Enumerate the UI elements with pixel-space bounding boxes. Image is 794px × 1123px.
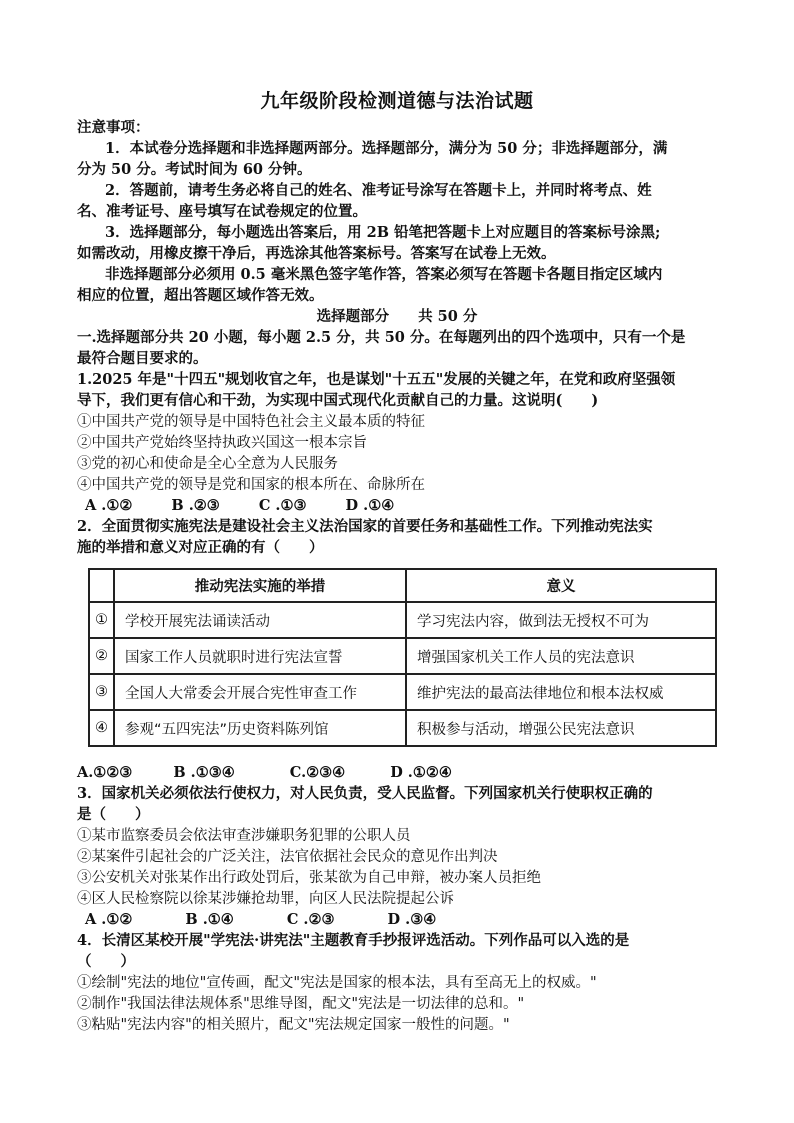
q2-options [77,763,486,783]
q3-stem: 是（ ） [77,806,150,823]
q3-option-c[interactable]: C .②③ [286,911,335,928]
q1-option-b[interactable]: B .②③ [171,497,220,514]
table-cell-measure: 学校开展宪法诵读活动 [114,602,406,638]
table-cell-num: ② [89,638,114,674]
q3-item: ②某案件引起社会的广泛关注，法官依据社会民众的意见作出判决 [77,849,498,865]
q1-option-a[interactable]: A .①② [85,497,133,514]
q3-item: ①某市监察委员会依法审查涉嫌职务犯罪的公职人员 [77,828,411,844]
table-cell-measure: 国家工作人员就职时进行宪法宣誓 [114,638,406,674]
table-header-cell [89,569,114,602]
q3-stem: 3．国家机关必须依法行使权力，对人民负责，受人民监督。下列国家机关行使职权正确的 [77,785,653,802]
table-header-cell: 推动宪法实施的举措 [114,569,406,602]
notice-line: 3．选择题部分，每小题选出答案后，用 2B 铅笔把答题卡上对应题目的答案标号涂黑; [105,224,661,241]
table-cell-meaning: 增强国家机关工作人员的宪法意识 [406,638,716,674]
notice-line: 名、准考证号、座号填写在试卷规定的位置。 [77,203,367,220]
table-cell-num: ① [89,602,114,638]
notice-line: 2．答题前，请考生务必将自己的姓名、准考证号涂写在答题卡上，并同时将考点、姓 [105,182,652,199]
q1-options [85,496,428,516]
q2-stem: 2．全面贯彻实施宪法是建设社会主义法治国家的首要任务和基础性工作。下列推动宪法实 [77,518,653,535]
notice-line: 1．本试卷分选择题和非选择题两部分。选择题部分，满分为 50 分；非选择题部分，满 [105,140,668,157]
notice-line: 非选择题部分必须用 0.5 毫米黑色签字笔作答，答案必须写在答题卡各题目指定区域内 [105,266,663,283]
q4-item: ③粘贴"宪法内容"的相关照片，配文"宪法规定国家一般性的问题。" [77,1017,510,1033]
section-intro: 一.选择题部分共 20 小题，每小题 2.5 分，共 50 分。在每题列出的四个选项中，只有一个是 [77,329,686,346]
q1-option-c[interactable]: C .①③ [258,497,307,514]
table-cell-meaning: 学习宪法内容，做到法无授权不可为 [406,602,716,638]
table-row [89,602,716,638]
section-heading: 选择题部分 共 50 分 [316,308,478,325]
q2-option-d[interactable]: D .①②④ [390,764,452,781]
table-row [89,638,716,674]
table-row [89,674,716,710]
q2-option-a[interactable]: A.①②③ [77,764,133,781]
q2-option-c[interactable]: C.②③④ [289,764,346,781]
q1-item: ②中国共产党始终坚持执政兴国这一根本宗旨 [77,435,367,451]
q1-stem: 1.2025 年是"十四五"规划收官之年，也是谋划"十五五"发展的关键之年，在党和政府坚强领 [77,371,676,388]
q1-option-d[interactable]: D .①④ [345,497,395,514]
table-cell-measure: 参观“五四宪法”历史资料陈列馆 [114,710,406,746]
notice-line: 分为 50 分。考试时间为 60 分钟。 [77,161,312,178]
q4-stem: （ ） [77,953,135,970]
table-cell-measure: 全国人大常委会开展合宪性审查工作 [114,674,406,710]
notice-heading: 注意事项： [77,119,150,136]
notice-line: 如需改动，用橡皮擦干净后，再选涂其他答案标号。答案写在试卷上无效。 [77,245,556,262]
q2-option-b[interactable]: B .①③④ [173,764,235,781]
q3-options [85,910,470,930]
q1-item: ③党的初心和使命是全心全意为人民服务 [77,456,338,472]
page-title: 九年级阶段检测道德与法治试题 [260,90,534,112]
q3-option-d[interactable]: D .③④ [387,911,437,928]
notice-line: 相应的位置，超出答题区域作答无效。 [77,287,324,304]
q3-item: ③公安机关对张某作出行政处罚后，张某欲为自己申辩，被办案人员拒绝 [77,870,541,886]
q1-stem: 导下，我们更有信心和干劲，为实现中国式现代化贡献自己的力量。这说明( ) [77,392,599,409]
q4-stem: 4．长清区某校开展"学宪法·讲宪法"主题教育手抄报评选活动。下列作品可以入选的是 [77,932,630,949]
q4-item: ①绘制"宪法的地位"宣传画，配文"宪法是国家的根本法，具有至高无上的权威。" [77,975,597,991]
q2-stem: 施的举措和意义对应正确的有（ ） [77,539,324,556]
q4-item: ②制作"我国法律法规体系"思维导图，配文"宪法是一切法律的总和。" [77,996,525,1012]
table-cell-num: ③ [89,674,114,710]
section-intro: 最符合题目要求的。 [77,350,208,367]
table-header-row [89,569,716,602]
table-header-cell: 意义 [406,569,716,602]
q2-table [88,568,717,747]
q3-option-b[interactable]: B .①④ [185,911,234,928]
q3-item: ④区人民检察院以徐某涉嫌抢劫罪，向区人民法院提起公诉 [77,891,454,907]
table-cell-num: ④ [89,710,114,746]
table-row [89,710,716,746]
table-cell-meaning: 积极参与活动，增强公民宪法意识 [406,710,716,746]
q1-item: ①中国共产党的领导是中国特色社会主义最本质的特征 [77,414,425,430]
table-cell-meaning: 维护宪法的最高法律地位和根本法权威 [406,674,716,710]
q3-option-a[interactable]: A .①② [85,911,133,928]
q1-item: ④中国共产党的领导是党和国家的根本所在、命脉所在 [77,477,425,493]
